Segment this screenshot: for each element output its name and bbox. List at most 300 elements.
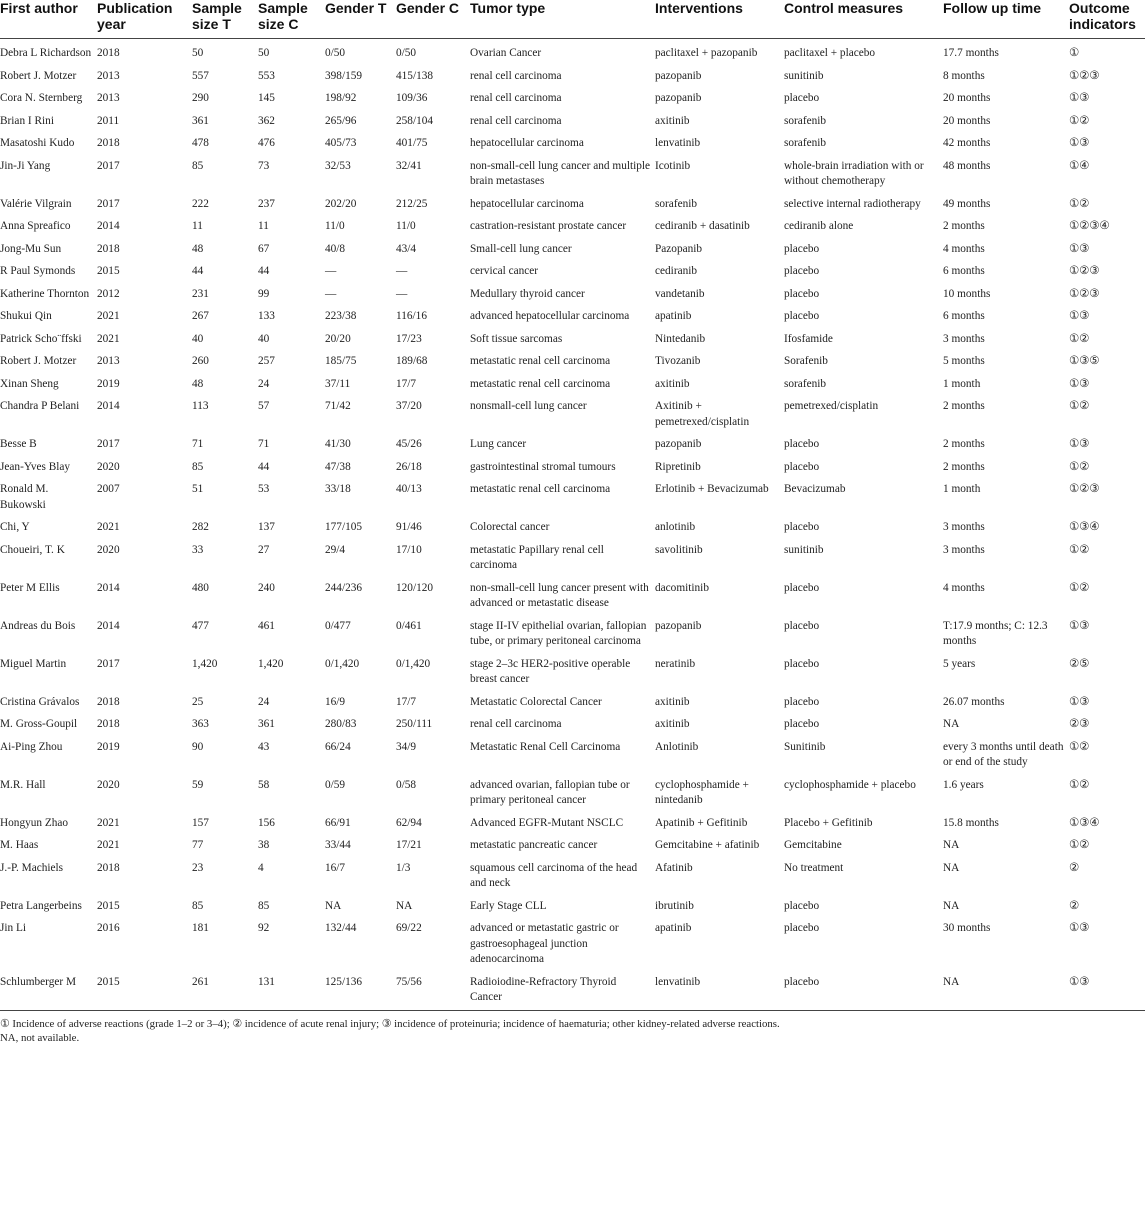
tumor-type-cell: non-small-cell lung cancer present with advanced or metastatic disease bbox=[470, 581, 649, 609]
outcome-indicators-cell: ①② bbox=[1069, 460, 1090, 473]
interventions-cell: Tivozanib bbox=[655, 355, 701, 367]
interventions-cell: savolitinib bbox=[655, 543, 703, 556]
column-header: Gender C bbox=[396, 0, 460, 16]
gender-t-cell: 244/236 bbox=[325, 581, 363, 594]
sample-size-c-cell: 27 bbox=[258, 543, 270, 556]
sample-size-c-cell: 99 bbox=[258, 287, 270, 300]
sample-size-t-cell: 23 bbox=[192, 861, 204, 874]
sample-size-t-cell: 231 bbox=[192, 287, 209, 300]
gender-c-cell: 0/461 bbox=[396, 619, 422, 632]
outcome-indicators-cell: ①② bbox=[1069, 839, 1090, 851]
table-row bbox=[0, 771, 1145, 809]
interventions-cell: sorafenib bbox=[655, 197, 698, 210]
interventions-cell: paclitaxel + pazopanib bbox=[655, 47, 758, 59]
interventions-cell: pazopanib bbox=[655, 619, 702, 632]
first-author-cell: M. Haas bbox=[0, 839, 39, 851]
sample-size-c-cell: 85 bbox=[258, 899, 270, 912]
sample-size-t-cell: 477 bbox=[192, 619, 209, 632]
sample-size-c-cell: 476 bbox=[258, 137, 275, 149]
sample-size-t-cell: 77 bbox=[192, 839, 204, 851]
sample-size-c-cell: 38 bbox=[258, 839, 270, 851]
outcome-indicators-cell: ①③ bbox=[1069, 438, 1090, 450]
table-row bbox=[0, 212, 1145, 235]
sample-size-t-cell: 480 bbox=[192, 581, 209, 594]
first-author-cell: Ronald M. Bukowski bbox=[0, 483, 49, 511]
gender-c-cell: 17/23 bbox=[396, 332, 422, 345]
table-row bbox=[0, 536, 1145, 574]
first-author-cell: Katherine Thornton bbox=[0, 287, 90, 300]
gender-c-cell: 45/26 bbox=[396, 438, 422, 450]
column-header: Control measures bbox=[784, 0, 904, 16]
control-measures-cell: placebo bbox=[784, 438, 820, 450]
first-author-cell: Choueiri, T. K bbox=[0, 543, 65, 556]
gender-t-cell: 125/136 bbox=[325, 975, 363, 988]
outcome-indicators-cell: ①③ bbox=[1069, 695, 1090, 708]
sample-size-c-cell: 131 bbox=[258, 975, 275, 988]
tumor-type-cell: Metastatic Renal Cell Carcinoma bbox=[470, 740, 621, 753]
sample-size-c-cell: 43 bbox=[258, 740, 270, 753]
first-author-cell: Jin-Ji Yang bbox=[0, 159, 51, 172]
sample-size-c-cell: 133 bbox=[258, 310, 275, 322]
control-measures-cell: paclitaxel + placebo bbox=[784, 47, 876, 59]
gender-t-cell: 16/9 bbox=[325, 695, 346, 708]
outcome-indicators-cell: ② bbox=[1069, 861, 1080, 874]
control-measures-cell: placebo bbox=[784, 92, 820, 104]
gender-c-cell: 91/46 bbox=[396, 521, 422, 533]
first-author-cell: Patrick Scho¨ffski bbox=[0, 332, 82, 345]
control-measures-cell: cyclophosphamide + placebo bbox=[784, 778, 916, 791]
outcome-indicators-cell: ①③ bbox=[1069, 922, 1090, 934]
column-header: Follow up time bbox=[943, 0, 1041, 16]
sample-size-t-cell: 361 bbox=[192, 114, 209, 127]
first-author-cell: Brian I Rini bbox=[0, 114, 54, 127]
gender-t-cell: 132/44 bbox=[325, 922, 357, 934]
follow-up-time-cell: 10 months bbox=[943, 287, 991, 300]
sample-size-c-cell: 461 bbox=[258, 619, 275, 632]
interventions-cell: pazopanib bbox=[655, 92, 702, 104]
outcome-indicators-cell: ①③ bbox=[1069, 242, 1090, 255]
sample-size-c-cell: 237 bbox=[258, 197, 275, 210]
outcome-indicators-cell: ①②③ bbox=[1069, 483, 1100, 495]
gender-c-cell: 34/9 bbox=[396, 740, 417, 753]
interventions-cell: Apatinib + Gefitinib bbox=[655, 816, 748, 829]
column-header: Sample size C bbox=[258, 0, 308, 32]
outcome-indicators-cell: ①② bbox=[1069, 543, 1090, 556]
follow-up-time-cell: 2 months bbox=[943, 438, 985, 450]
sample-size-c-cell: 71 bbox=[258, 438, 270, 450]
control-measures-cell: cediranib alone bbox=[784, 220, 854, 232]
control-measures-cell: placebo bbox=[784, 242, 820, 255]
table-row bbox=[0, 612, 1145, 650]
gender-c-cell: 26/18 bbox=[396, 460, 422, 473]
control-measures-cell: Sorafenib bbox=[784, 355, 828, 367]
outcome-indicators-cell: ①② bbox=[1069, 332, 1090, 345]
first-author-cell: Peter M Ellis bbox=[0, 581, 60, 594]
sample-size-c-cell: 50 bbox=[258, 47, 270, 59]
first-author-cell: M.R. Hall bbox=[0, 778, 46, 791]
first-author-cell: Xinan Sheng bbox=[0, 377, 59, 390]
table-row bbox=[0, 809, 1145, 832]
gender-t-cell: 33/18 bbox=[325, 483, 351, 495]
gender-c-cell: 62/94 bbox=[396, 816, 422, 829]
first-author-cell: Miguel Martin bbox=[0, 657, 67, 670]
sample-size-t-cell: 48 bbox=[192, 242, 204, 255]
sample-size-t-cell: 557 bbox=[192, 69, 209, 82]
follow-up-time-cell: NA bbox=[943, 975, 960, 988]
tumor-type-cell: Lung cancer bbox=[470, 438, 527, 450]
first-author-cell: J.-P. Machiels bbox=[0, 861, 64, 874]
first-author-cell: Jin Li bbox=[0, 922, 27, 934]
outcome-indicators-cell: ①③④ bbox=[1069, 521, 1100, 533]
interventions-cell: ibrutinib bbox=[655, 899, 694, 912]
column-header: Tumor type bbox=[470, 0, 546, 16]
publication-year-cell: 2012 bbox=[97, 287, 120, 300]
first-author-cell: Ai-Ping Zhou bbox=[0, 740, 63, 753]
sample-size-t-cell: 44 bbox=[192, 265, 204, 277]
tumor-type-cell: gastrointestinal stromal tumours bbox=[470, 460, 616, 473]
outcome-indicators-cell: ①② bbox=[1069, 581, 1090, 594]
sample-size-t-cell: 290 bbox=[192, 92, 209, 104]
table-row bbox=[0, 430, 1145, 453]
control-measures-cell: sunitinib bbox=[784, 543, 824, 556]
interventions-cell: Gemcitabine + afatinib bbox=[655, 839, 760, 851]
follow-up-time-cell: 48 months bbox=[943, 159, 991, 172]
first-author-cell: Cora N. Sternberg bbox=[0, 92, 83, 104]
tumor-type-cell: metastatic Papillary renal cell carcinoma bbox=[470, 543, 604, 571]
sample-size-c-cell: 553 bbox=[258, 69, 275, 82]
control-measures-cell: Sunitinib bbox=[784, 740, 826, 753]
tumor-type-cell: Early Stage CLL bbox=[470, 899, 547, 912]
column-header: Outcome indicators bbox=[1069, 0, 1136, 32]
gender-t-cell: 0/50 bbox=[325, 47, 346, 59]
outcome-indicators-cell: ①③ bbox=[1069, 619, 1090, 632]
gender-c-cell: 120/120 bbox=[396, 581, 434, 594]
tumor-type-cell: advanced hepatocellular carcinoma bbox=[470, 310, 630, 322]
sample-size-c-cell: 145 bbox=[258, 92, 275, 104]
follow-up-time-cell: NA bbox=[943, 718, 960, 730]
column-header: Gender T bbox=[325, 0, 387, 16]
interventions-cell: cyclophosphamide + nintedanib bbox=[655, 778, 749, 806]
gender-t-cell: 398/159 bbox=[325, 69, 363, 82]
interventions-cell: lenvatinib bbox=[655, 137, 701, 149]
follow-up-time-cell: 20 months bbox=[943, 92, 991, 104]
interventions-cell: apatinib bbox=[655, 310, 692, 322]
follow-up-time-cell: 30 months bbox=[943, 922, 991, 934]
sample-size-c-cell: 24 bbox=[258, 377, 270, 390]
sample-size-t-cell: 50 bbox=[192, 47, 204, 59]
sample-size-c-cell: 257 bbox=[258, 355, 275, 367]
tumor-type-cell: nonsmall-cell lung cancer bbox=[470, 400, 587, 412]
tumor-type-cell: advanced ovarian, fallopian tube or primary peritoneal cancer bbox=[470, 778, 630, 806]
publication-year-cell: 2017 bbox=[97, 438, 120, 450]
tumor-type-cell: renal cell carcinoma bbox=[470, 718, 562, 730]
gender-t-cell: 280/83 bbox=[325, 718, 357, 730]
interventions-cell: cediranib + dasatinib bbox=[655, 220, 750, 232]
follow-up-time-cell: 2 months bbox=[943, 220, 985, 232]
outcome-indicators-cell: ②③ bbox=[1069, 718, 1090, 730]
sample-size-t-cell: 48 bbox=[192, 377, 204, 390]
table-row bbox=[0, 190, 1145, 213]
follow-up-time-cell: every 3 months until death or end of the study bbox=[943, 740, 1064, 768]
interventions-cell: Axitinib + pemetrexed/cisplatin bbox=[655, 400, 750, 428]
gender-t-cell: 41/30 bbox=[325, 438, 351, 450]
follow-up-time-cell: 2 months bbox=[943, 460, 985, 473]
sample-size-t-cell: 282 bbox=[192, 521, 209, 533]
follow-up-time-cell: NA bbox=[943, 899, 960, 912]
publication-year-cell: 2015 bbox=[97, 975, 120, 988]
table-row bbox=[0, 152, 1145, 190]
gender-t-cell: 40/8 bbox=[325, 242, 346, 255]
tumor-type-cell: renal cell carcinoma bbox=[470, 92, 562, 104]
interventions-cell: Nintedanib bbox=[655, 332, 706, 345]
control-measures-cell: Bevacizumab bbox=[784, 483, 846, 495]
follow-up-time-cell: NA bbox=[943, 839, 960, 851]
table-row bbox=[0, 129, 1145, 152]
gender-t-cell: 33/44 bbox=[325, 839, 351, 851]
tumor-type-cell: non-small-cell lung cancer and multiple brain metastases bbox=[470, 159, 651, 187]
interventions-cell: lenvatinib bbox=[655, 975, 701, 988]
publication-year-cell: 2007 bbox=[97, 483, 120, 495]
gender-c-cell: 17/7 bbox=[396, 695, 417, 708]
gender-c-cell: 250/111 bbox=[396, 718, 433, 730]
first-author-cell: R Paul Symonds bbox=[0, 265, 76, 277]
outcome-indicators-cell: ①③ bbox=[1069, 92, 1090, 104]
control-measures-cell: whole-brain irradiation with or without chemotherapy bbox=[784, 159, 924, 187]
table-row bbox=[0, 453, 1145, 476]
outcome-indicators-cell: ①② bbox=[1069, 778, 1090, 791]
table-row bbox=[0, 347, 1145, 370]
sample-size-c-cell: 156 bbox=[258, 816, 275, 829]
sample-size-t-cell: 59 bbox=[192, 778, 204, 791]
control-measures-cell: placebo bbox=[784, 657, 820, 670]
gender-t-cell: 29/4 bbox=[325, 543, 346, 556]
gender-t-cell: 16/7 bbox=[325, 861, 346, 874]
control-measures-cell: No treatment bbox=[784, 861, 844, 874]
tumor-type-cell: advanced or metastatic gastric or gastroesophageal junction adenocarcinoma bbox=[470, 922, 619, 965]
interventions-cell: anlotinib bbox=[655, 521, 696, 533]
sample-size-c-cell: 4 bbox=[258, 861, 264, 874]
table-row bbox=[0, 733, 1145, 771]
table-row bbox=[0, 235, 1145, 258]
sample-size-c-cell: 58 bbox=[258, 778, 270, 791]
table-row bbox=[0, 370, 1145, 393]
gender-t-cell: 0/477 bbox=[325, 619, 351, 632]
outcome-indicators-cell: ①③ bbox=[1069, 975, 1090, 988]
publication-year-cell: 2013 bbox=[97, 355, 120, 367]
gender-c-cell: 116/16 bbox=[396, 310, 427, 322]
tumor-type-cell: Radioiodine-Refractory Thyroid Cancer bbox=[470, 975, 617, 1003]
table-row bbox=[0, 475, 1145, 513]
table-row bbox=[0, 39, 1145, 62]
sample-size-c-cell: 73 bbox=[258, 159, 270, 172]
gender-t-cell: 405/73 bbox=[325, 137, 357, 149]
table-row bbox=[0, 302, 1145, 325]
gender-t-cell: NA bbox=[325, 899, 342, 912]
sample-size-c-cell: 57 bbox=[258, 400, 270, 412]
first-author-cell: Masatoshi Kudo bbox=[0, 137, 75, 149]
sample-size-t-cell: 478 bbox=[192, 137, 209, 149]
gender-c-cell: 401/75 bbox=[396, 137, 428, 149]
sample-size-t-cell: 25 bbox=[192, 695, 204, 708]
table-row bbox=[0, 392, 1145, 430]
first-author-cell: Chandra P Belani bbox=[0, 400, 80, 412]
publication-year-cell: 2017 bbox=[97, 657, 120, 670]
publication-year-cell: 2018 bbox=[97, 695, 120, 708]
publication-year-cell: 2018 bbox=[97, 47, 120, 59]
first-author-cell: Schlumberger M bbox=[0, 975, 77, 988]
table-row bbox=[0, 325, 1145, 348]
outcome-indicators-cell: ①③ bbox=[1069, 377, 1090, 390]
interventions-cell: axitinib bbox=[655, 695, 690, 708]
gender-c-cell: 258/104 bbox=[396, 114, 434, 127]
tumor-type-cell: Colorectal cancer bbox=[470, 521, 550, 533]
sample-size-t-cell: 33 bbox=[192, 543, 204, 556]
sample-size-c-cell: 137 bbox=[258, 521, 275, 533]
column-header: First author bbox=[0, 0, 78, 16]
sample-size-c-cell: 240 bbox=[258, 581, 275, 594]
control-measures-cell: placebo bbox=[784, 310, 820, 322]
gender-c-cell: 212/25 bbox=[396, 197, 428, 210]
control-measures-cell: placebo bbox=[784, 718, 820, 730]
gender-t-cell: 71/42 bbox=[325, 400, 351, 412]
outcome-indicators-cell: ①②③ bbox=[1069, 287, 1100, 300]
table-row bbox=[0, 84, 1145, 107]
outcome-indicators-cell: ②⑤ bbox=[1069, 657, 1090, 670]
first-author-cell: Robert J. Motzer bbox=[0, 69, 77, 82]
table-row bbox=[0, 831, 1145, 854]
gender-t-cell: 185/75 bbox=[325, 355, 357, 367]
interventions-cell: Anlotinib bbox=[655, 740, 699, 753]
tumor-type-cell: metastatic renal cell carcinoma bbox=[470, 355, 611, 367]
footnote-na: NA, not available. bbox=[0, 1031, 80, 1044]
control-measures-cell: placebo bbox=[784, 460, 820, 473]
first-author-cell: Chi, Y bbox=[0, 521, 30, 533]
first-author-cell: Besse B bbox=[0, 438, 37, 450]
sample-size-c-cell: 53 bbox=[258, 483, 270, 495]
interventions-cell: dacomitinib bbox=[655, 581, 709, 594]
publication-year-cell: 2019 bbox=[97, 377, 120, 390]
sample-size-t-cell: 85 bbox=[192, 159, 204, 172]
gender-c-cell: NA bbox=[396, 899, 413, 912]
gender-t-cell: 202/20 bbox=[325, 197, 357, 210]
follow-up-time-cell: 5 years bbox=[943, 657, 976, 670]
follow-up-time-cell: 3 months bbox=[943, 521, 985, 533]
publication-year-cell: 2011 bbox=[97, 114, 120, 127]
follow-up-time-cell: 4 months bbox=[943, 581, 985, 594]
tumor-type-cell: squamous cell carcinoma of the head and neck bbox=[470, 861, 638, 889]
gender-t-cell: 265/96 bbox=[325, 114, 357, 127]
sample-size-t-cell: 267 bbox=[192, 310, 209, 322]
publication-year-cell: 2014 bbox=[97, 220, 120, 232]
gender-t-cell: 11/0 bbox=[325, 220, 345, 232]
interventions-cell: neratinib bbox=[655, 657, 696, 670]
follow-up-time-cell: 6 months bbox=[943, 265, 985, 277]
publication-year-cell: 2016 bbox=[97, 922, 120, 934]
follow-up-time-cell: 1 month bbox=[943, 377, 981, 390]
gender-c-cell: 11/0 bbox=[396, 220, 416, 232]
publication-year-cell: 2014 bbox=[97, 619, 120, 632]
follow-up-time-cell: 5 months bbox=[943, 355, 985, 367]
publication-year-cell: 2017 bbox=[97, 197, 120, 210]
table-row bbox=[0, 892, 1145, 915]
table-row bbox=[0, 968, 1145, 1011]
interventions-cell: axitinib bbox=[655, 718, 690, 730]
outcome-indicators-cell: ② bbox=[1069, 899, 1080, 912]
interventions-cell: cediranib bbox=[655, 265, 698, 277]
follow-up-time-cell: 17.7 months bbox=[943, 47, 999, 59]
table-row bbox=[0, 257, 1145, 280]
first-author-cell: Jong-Mu Sun bbox=[0, 242, 62, 255]
publication-year-cell: 2017 bbox=[97, 159, 120, 172]
follow-up-time-cell: 1 month bbox=[943, 483, 981, 495]
gender-t-cell: 223/38 bbox=[325, 310, 357, 322]
control-measures-cell: selective internal radiotherapy bbox=[784, 197, 921, 210]
first-author-cell: Robert J. Motzer bbox=[0, 355, 77, 367]
control-measures-cell: placebo bbox=[784, 287, 820, 300]
gender-c-cell: 1/3 bbox=[396, 861, 411, 874]
publication-year-cell: 2021 bbox=[97, 521, 120, 533]
interventions-cell: Icotinib bbox=[655, 159, 691, 172]
tumor-type-cell: hepatocellular carcinoma bbox=[470, 137, 584, 149]
interventions-cell: axitinib bbox=[655, 377, 690, 390]
sample-size-c-cell: 40 bbox=[258, 332, 270, 345]
sample-size-t-cell: 85 bbox=[192, 460, 204, 473]
gender-t-cell: 177/105 bbox=[325, 521, 363, 533]
sample-size-t-cell: 157 bbox=[192, 816, 209, 829]
publication-year-cell: 2015 bbox=[97, 265, 120, 277]
publication-year-cell: 2013 bbox=[97, 92, 120, 104]
sample-size-t-cell: 363 bbox=[192, 718, 209, 730]
publication-year-cell: 2018 bbox=[97, 242, 120, 255]
follow-up-time-cell: 1.6 years bbox=[943, 778, 984, 791]
gender-c-cell: — bbox=[396, 287, 408, 300]
gender-t-cell: 198/92 bbox=[325, 92, 357, 104]
tumor-type-cell: stage 2–3c HER2-positive operable breast cancer bbox=[470, 657, 631, 685]
control-measures-cell: placebo bbox=[784, 521, 820, 533]
gender-c-cell: 69/22 bbox=[396, 922, 422, 934]
table-row bbox=[0, 650, 1145, 688]
sample-size-t-cell: 85 bbox=[192, 899, 204, 912]
publication-year-cell: 2021 bbox=[97, 816, 120, 829]
outcome-indicators-cell: ①③④ bbox=[1069, 816, 1100, 829]
gender-t-cell: — bbox=[325, 287, 337, 300]
tumor-type-cell: Soft tissue sarcomas bbox=[470, 332, 563, 345]
publication-year-cell: 2014 bbox=[97, 581, 120, 594]
column-header: Publication year bbox=[97, 0, 173, 32]
tumor-type-cell: Medullary thyroid cancer bbox=[470, 287, 585, 300]
tumor-type-cell: hepatocellular carcinoma bbox=[470, 197, 584, 210]
control-measures-cell: pemetrexed/cisplatin bbox=[784, 400, 879, 412]
sample-size-t-cell: 181 bbox=[192, 922, 209, 934]
header-row bbox=[0, 0, 1145, 39]
tumor-type-cell: metastatic pancreatic cancer bbox=[470, 839, 598, 851]
gender-c-cell: 415/138 bbox=[396, 69, 434, 82]
gender-c-cell: 17/10 bbox=[396, 543, 422, 556]
outcome-indicators-cell: ①②③ bbox=[1069, 265, 1100, 277]
gender-c-cell: 0/1,420 bbox=[396, 657, 431, 670]
interventions-cell: Afatinib bbox=[655, 861, 693, 874]
control-measures-cell: Gemcitabine bbox=[784, 839, 842, 851]
table-row bbox=[0, 107, 1145, 130]
publication-year-cell: 2015 bbox=[97, 899, 120, 912]
tumor-type-cell: metastatic renal cell carcinoma bbox=[470, 377, 611, 390]
sample-size-c-cell: 92 bbox=[258, 922, 270, 934]
first-author-cell: Cristina Grávalos bbox=[0, 695, 80, 708]
sample-size-t-cell: 71 bbox=[192, 438, 204, 450]
table-row bbox=[0, 688, 1145, 711]
sample-size-c-cell: 67 bbox=[258, 242, 270, 255]
footnote-legend: ① Incidence of adverse reactions (grade 1–2 or 3–4); ② incidence of acute renal injury; ③ incidence of proteinuria; incidence of haematuria; other kidney-related adverse reactions. bbox=[0, 1017, 780, 1030]
